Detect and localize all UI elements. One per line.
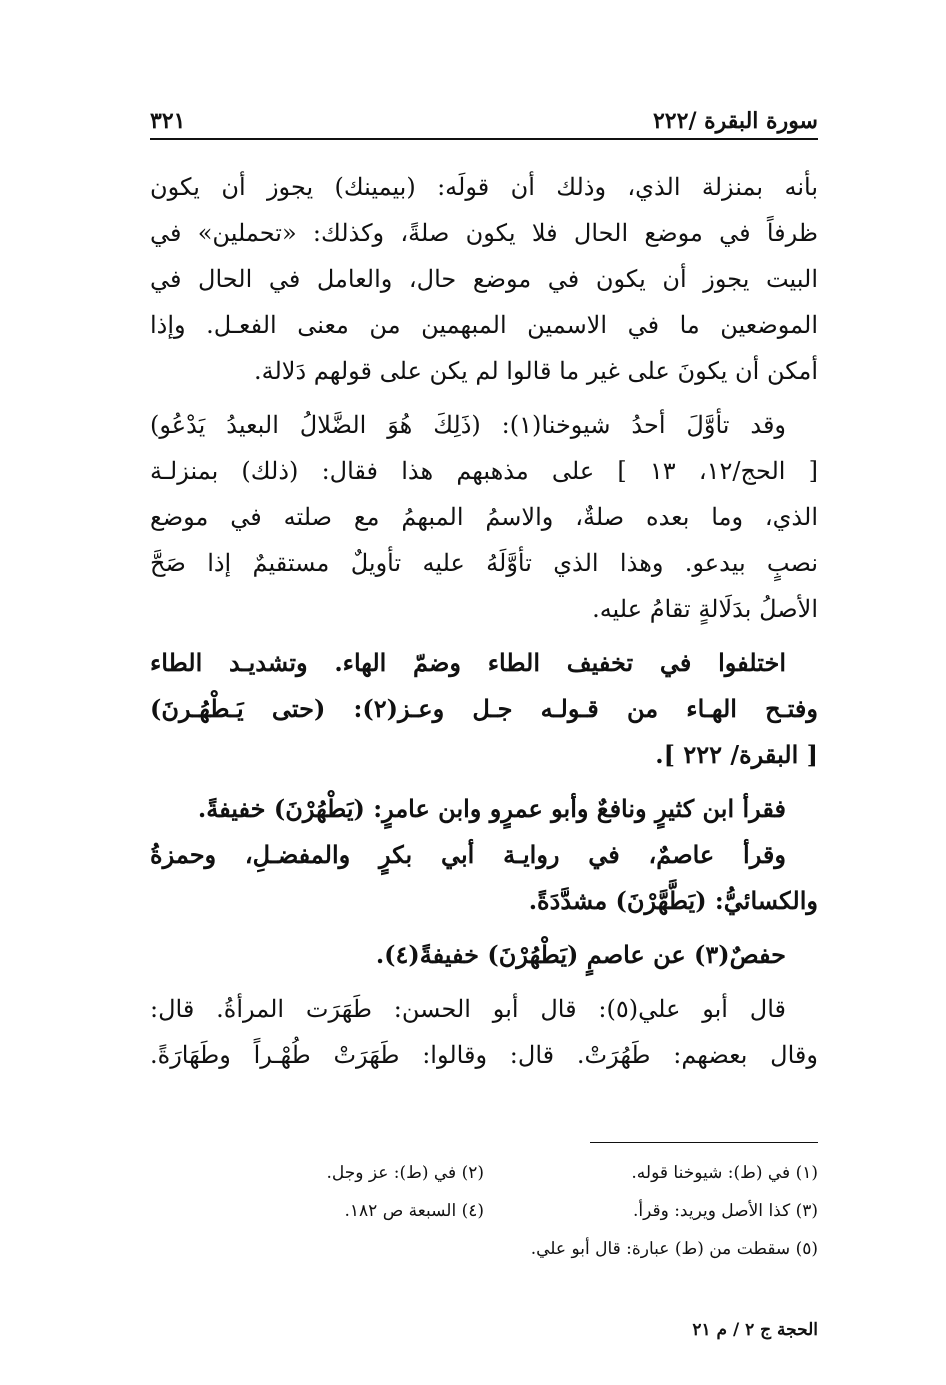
footnote-row (150, 1192, 818, 1230)
text-line: [ البقرة/ ٢٢٢ ]. (655, 740, 818, 769)
text-line: نصبٍ بيدعو. وهذا الذي تأوَّلَهُ عليه تأويلٌ مستقيمٌ إذا صَحَّ (150, 549, 818, 577)
page-header (150, 98, 818, 140)
text-line: فقرأ ابن كثيرٍ ونافعٌ وأبو عمرٍو وابن عامرٍ: (يَطْهُرْنَ) خفيفةً. (197, 794, 786, 823)
paragraph (150, 986, 818, 1078)
footnote: (٤) السبعة ص ١٨٢. (344, 1201, 484, 1221)
main-text (150, 164, 818, 1086)
text-line: أمكن أن يكونَ على غير ما قالوا لم يكن على قولهم دَلالة. (253, 357, 818, 385)
paragraph-readings (150, 786, 818, 924)
paragraph-heading (150, 640, 818, 778)
text-line: وفتـح الهـاء من قـولـه جـل وعـز(٢): (حتى يَـطْهُـرنَ) (150, 694, 818, 723)
text-line: وقال بعضهم: طَهُرَتْ. قال: وقالوا: طَهَرَتْ طُهْـراً وطَهَارَةً. (150, 1041, 818, 1069)
signature-mark: الحجة ج ٢ / م ٢١ (692, 1320, 818, 1340)
text-line: البيت يجوز أن يكون في موضع حال، والعامل في الحال في (150, 265, 818, 293)
text-line: ظرفاً في موضع الحال فلا يكون صلةً، وكذلك: «تحملين» في (150, 219, 818, 247)
text-line: بأنه بمنزلة الذي، وذلك أن قولَه: (بيمينك) يجوز أن يكون (150, 173, 818, 201)
footnote: (١) في (ط): شيوخنا قوله. (631, 1163, 818, 1183)
footnotes (150, 1154, 818, 1268)
footnote: (٣) كذا الأصل ويريد: وقرأ. (632, 1201, 818, 1221)
text-line: اختلفوا في تخفيف الطاء وضمّ الهاء. وتشديـد الطاء (150, 648, 786, 677)
text-line: [ الحج/١٢، ١٣ ] على مذهبهم هذا فقال: (ذلك) بمنزلـة (150, 457, 819, 485)
text-line: قال أبو علي(٥): قال أبو الحسن: طَهَرَت المرأةُ. قال: (150, 995, 786, 1023)
text-line: حفصٌ(٣) عن عاصمٍ (يَطْهُرْنَ) خفيفةً(٤). (375, 940, 786, 969)
paragraph (150, 402, 818, 632)
footnote: (٢) في (ط): عز وجل. (326, 1163, 484, 1183)
footnote: (٥) سقطت من (ط) عبارة: قال أبو علي. (530, 1239, 818, 1259)
running-title: سورة البقرة /٢٢٢ (652, 108, 818, 134)
paragraph (150, 164, 818, 394)
text-line: وقرأ عاصمٌ، في روايـة أبي بكرٍ والمفضـلِ، وحمزةُ (150, 840, 786, 869)
text-line: الموضعين ما في الاسمين المبهمين من معنى الفعـل. وإذا (150, 311, 818, 339)
page-number: ٣٢١ (150, 108, 186, 134)
text-line: والكسائيُّ: (يَطَّهَّرْنَ) مشدَّدَةً. (528, 886, 818, 915)
footnote-divider (590, 1142, 818, 1143)
paragraph-readings (150, 932, 818, 978)
footnote-row (150, 1154, 818, 1192)
text-line: الأصلُ بدَلَالةٍ تقامُ عليه. (592, 595, 818, 623)
text-line: وقد تأوَّلَ أحدُ شيوخنا(١): (ذَلِكَ هُوَ الضَّلالُ البعيدُ يَدْعُو) (150, 411, 787, 439)
footnote-row (150, 1230, 818, 1268)
text-line: الذي، وما بعده صلةٌ، والاسمُ المبهمُ مع صلته في موضع (150, 503, 819, 531)
